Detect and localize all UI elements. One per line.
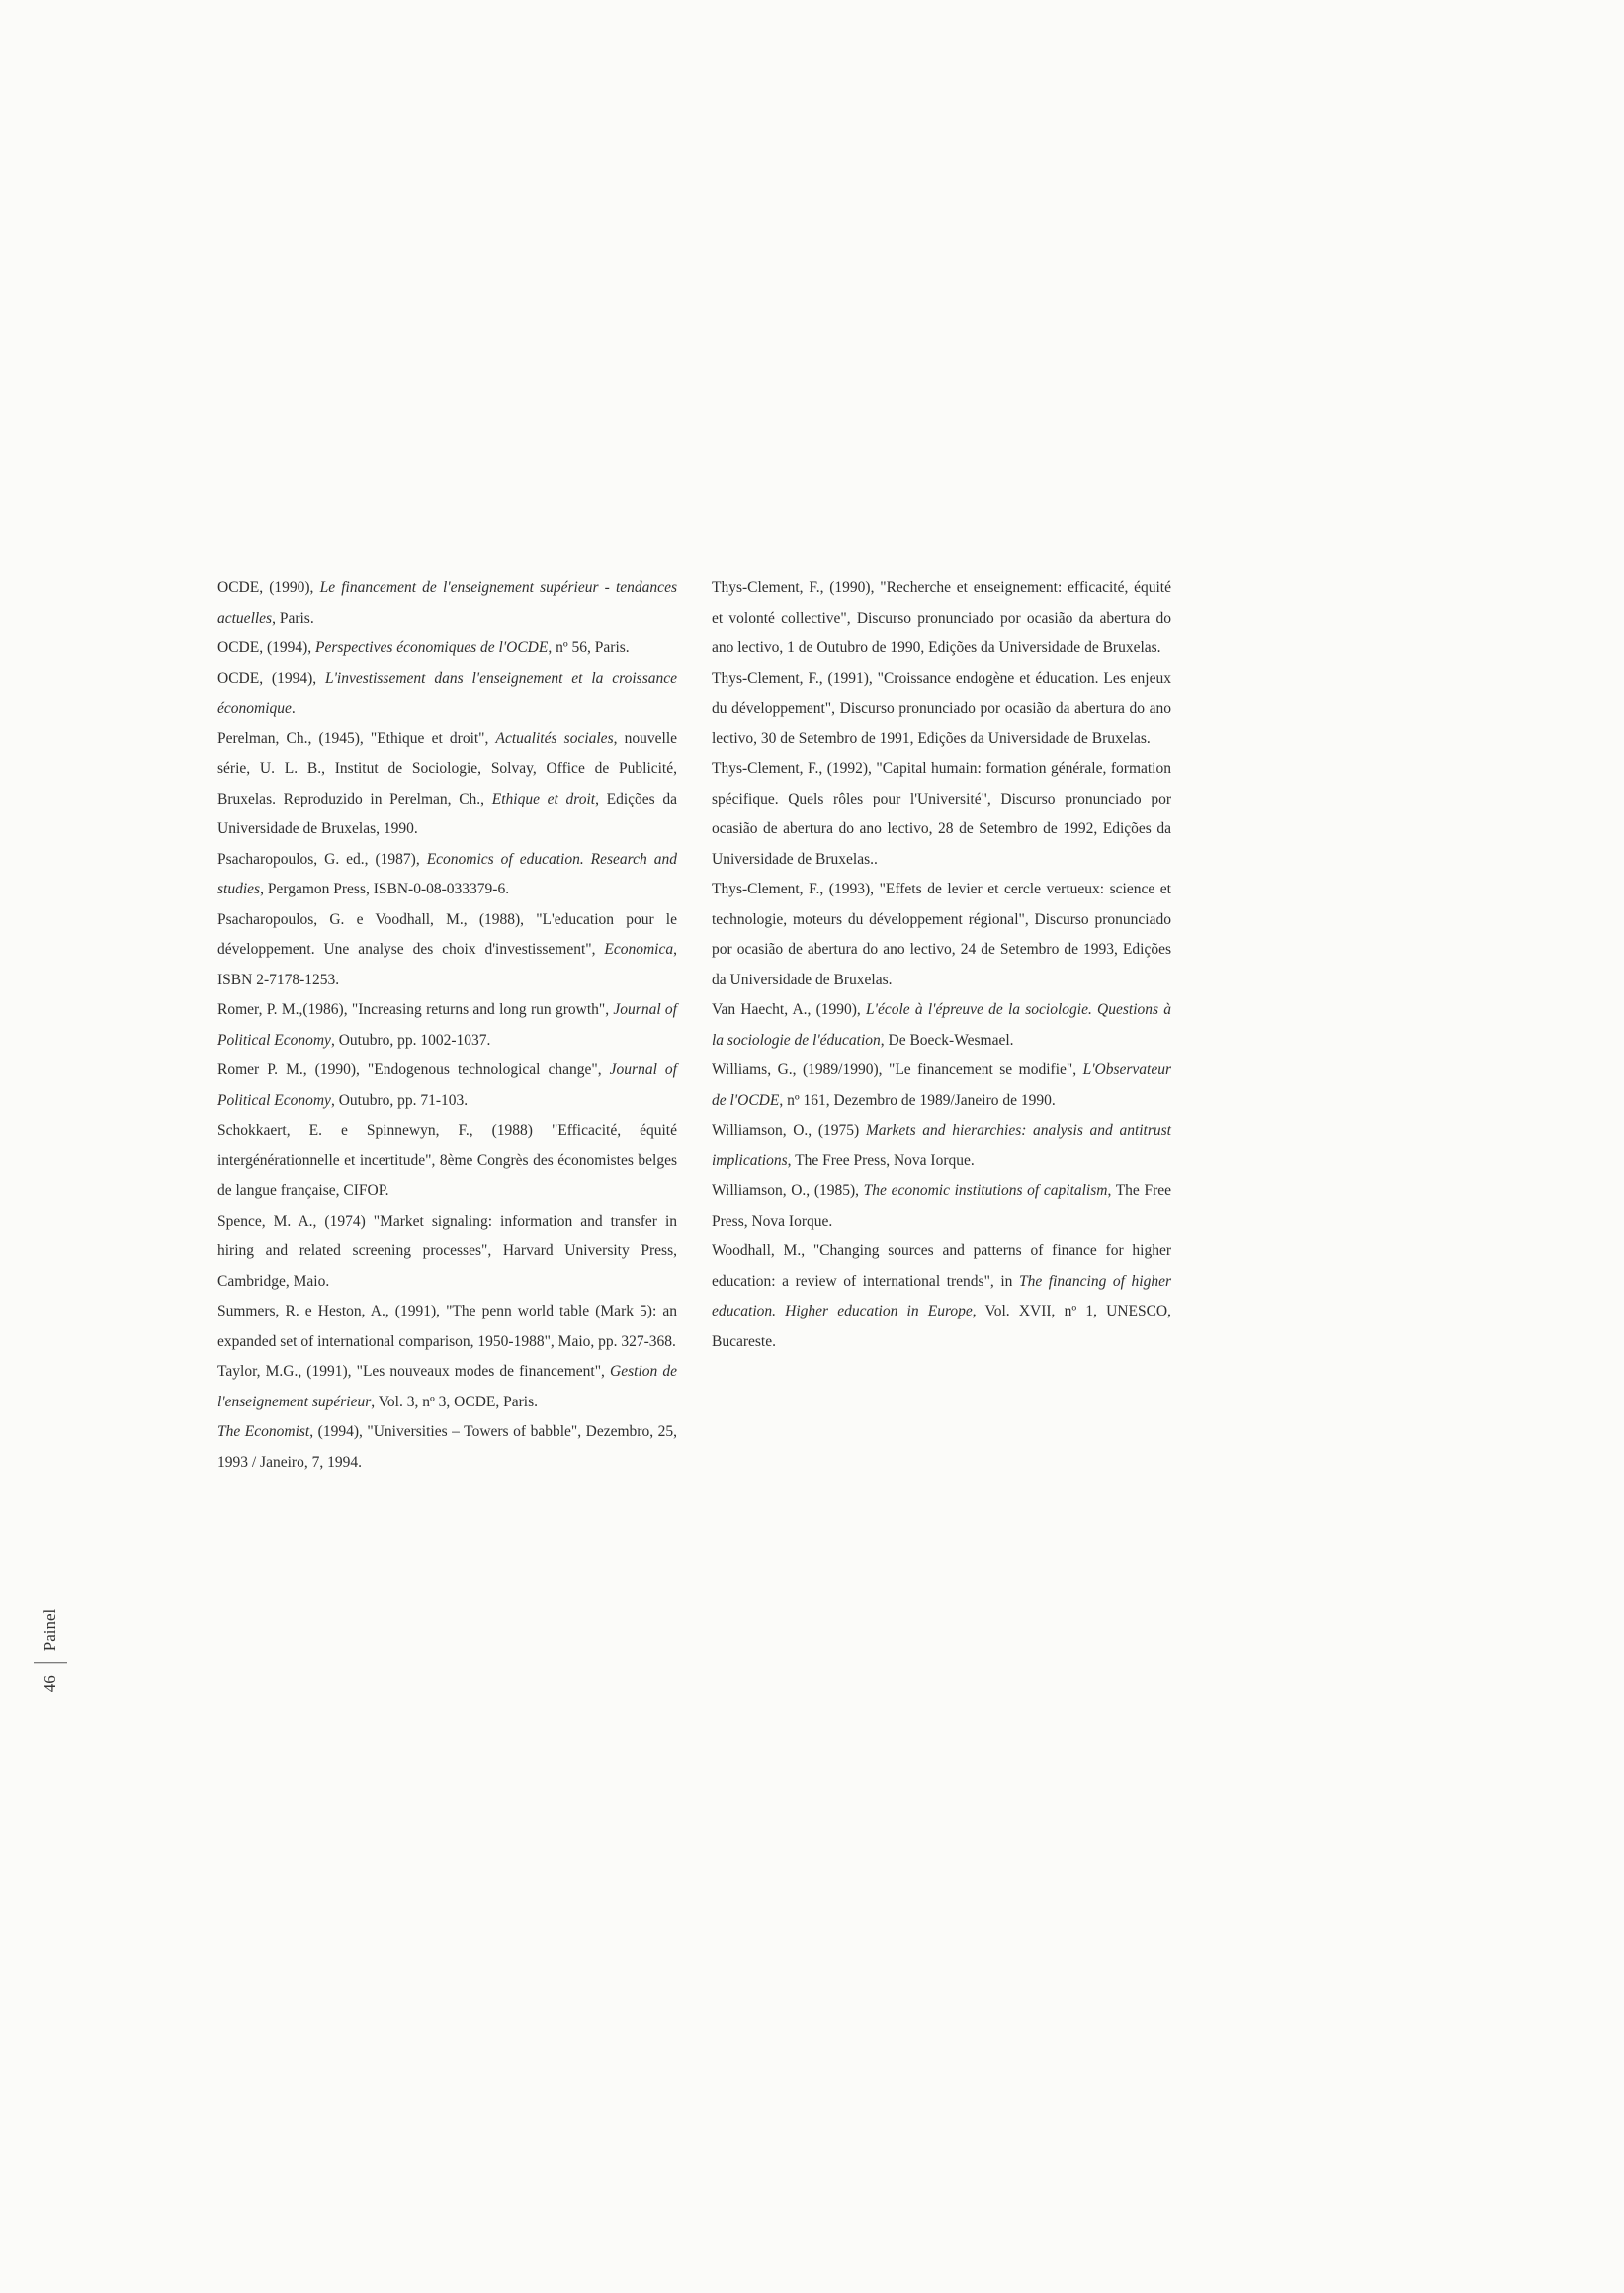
reference-text: Williams, G., (1989/1990), "Le financement se modifie", xyxy=(712,1062,1083,1078)
reference-entry xyxy=(217,573,677,634)
reference-title: Le financement de l'enseignement supérieur - tendances actuelles xyxy=(217,579,677,627)
reference-text: , Outubro, pp. 1002-1037. xyxy=(330,1031,491,1049)
reference-text: Thys-Clement, F., (1990), "Recherche et enseignement: efficacité, équité et volonté collective", Discurso pronunciado por ocasião da abertura do ano lectivo, 1 de Outubro de 1990, Edições da Universidade de Bruxelas. xyxy=(712,579,1171,656)
page-footer-marker xyxy=(36,1586,65,1715)
reference-entry xyxy=(217,664,677,724)
reference-text: Thys-Clement, F., (1992), "Capital humain: formation générale, formation spécifique. Quels rôles pour l'Université", Discurso pronunciado por ocasião de abertura do ano lectivo, 28 de Setembro de 1992, Edições da Universidade de Bruxelas.. xyxy=(712,760,1171,868)
reference-title: Perspectives économiques de l'OCDE xyxy=(315,639,549,656)
reference-title: Economica xyxy=(604,941,674,958)
reference-entry xyxy=(712,1236,1171,1357)
reference-entry xyxy=(712,995,1171,1056)
reference-text: , Vol. XVII, nº 1, UNESCO, Bucareste. xyxy=(712,1303,1171,1350)
reference-text: Schokkaert, E. e Spinnewyn, F., (1988) "Efficacité, équité intergénérationnelle et incertitude", 8ème Congrès des économistes belges de langue française, CIFOP. xyxy=(217,1122,677,1199)
reference-text: Spence, M. A., (1974) "Market signaling: information and transfer in hiring and related screening processes", Harvard University Press, Cambridge, Maio. xyxy=(217,1212,677,1290)
reference-entry xyxy=(217,1357,677,1417)
reference-text: , nº 56, Paris. xyxy=(548,639,630,656)
reference-text: . xyxy=(291,700,296,717)
reference-text: OCDE, (1994), xyxy=(217,669,325,687)
reference-entry xyxy=(217,634,677,664)
reference-entry xyxy=(217,995,677,1056)
reference-entry xyxy=(217,1297,677,1357)
reference-text: Taylor, M.G., (1991), "Les nouveaux modes de financement", xyxy=(217,1363,611,1380)
reference-title: L'école à l'épreuve de la sociologie. Questions à la sociologie de l'éducation xyxy=(712,1001,1172,1049)
reference-entry xyxy=(712,875,1171,995)
reference-text: OCDE, (1994), xyxy=(217,639,316,656)
reference-title: The Economist xyxy=(217,1423,310,1440)
reference-text: , Outubro, pp. 71-103. xyxy=(330,1091,469,1109)
reference-text: Psacharopoulos, G. ed., (1987), xyxy=(217,850,427,868)
reference-text: Psacharopoulos, G. e Voodhall, M., (1988), "L'education pour le développement. Une analyse des choix d'investissement", xyxy=(217,910,677,958)
reference-entry xyxy=(217,905,677,996)
reference-text: Van Haecht, A., (1990), xyxy=(712,1001,867,1018)
reference-entry xyxy=(712,754,1171,875)
reference-text: Woodhall, M., "Changing sources and patterns of finance for higher education: a review of international trends", in xyxy=(712,1242,1171,1290)
reference-text: Williamson, O., (1985), xyxy=(712,1182,864,1199)
reference-text: , Edições da Universidade de Bruxelas, 1990. xyxy=(217,790,678,837)
reference-title: L'Observateur de l'OCDE xyxy=(712,1062,1171,1109)
reference-entry xyxy=(217,1056,677,1116)
reference-title: Journal of Political Economy xyxy=(217,1001,677,1049)
reference-text: OCDE, (1990), xyxy=(217,579,320,596)
references-left-column xyxy=(217,573,677,1478)
reference-entry xyxy=(217,1116,677,1207)
reference-text: , (1994), "Universities – Towers of babble", Dezembro, 25, 1993 / Janeiro, 7, 1994. xyxy=(217,1423,677,1471)
reference-title: Ethique et droit xyxy=(491,790,596,807)
reference-text: Summers, R. e Heston, A., (1991), "The penn world table (Mark 5): an expanded set of international comparison, 1950-1988", Maio, pp. 327-368. xyxy=(217,1303,677,1350)
reference-title: The financing of higher education. Higher education in Europe xyxy=(712,1272,1171,1319)
reference-title: L'investissement dans l'enseignement et la croissance économique xyxy=(217,669,677,717)
reference-text: , nº 161, Dezembro de 1989/Janeiro de 1990. xyxy=(779,1091,1056,1109)
reference-entry xyxy=(712,664,1171,755)
reference-title: Journal of Political Economy xyxy=(217,1062,677,1109)
reference-text: , Pergamon Press, ISBN-0-08-033379-6. xyxy=(260,881,510,897)
reference-text: Thys-Clement, F., (1991), "Croissance endogène et éducation. Les enjeux du développement", Discurso pronunciado por ocasião da abertura do ano lectivo, 30 de Setembro de 1991, Edições da Universidade de Bruxelas. xyxy=(712,669,1171,747)
reference-entry xyxy=(217,1207,677,1298)
reference-text: Romer, P. M.,(1986), "Increasing returns and long run growth", xyxy=(217,1001,614,1018)
reference-text: Romer P. M., (1990), "Endogenous technological change", xyxy=(217,1062,610,1078)
reference-entry xyxy=(217,845,677,905)
reference-title: Markets and hierarchies: analysis and antitrust implications xyxy=(712,1122,1171,1169)
reference-text: , The Free Press, Nova Iorque. xyxy=(787,1151,975,1169)
reference-text: , nouvelle série, U. L. B., Institut de Sociologie, Solvay, Office de Publicité, Bruxelas. Reproduzido in Perelman, Ch., xyxy=(217,729,678,807)
reference-text: Perelman, Ch., (1945), "Ethique et droit", xyxy=(217,729,496,747)
reference-entry xyxy=(217,1417,677,1478)
reference-title: Gestion de l'enseignement supérieur xyxy=(217,1363,677,1410)
reference-title: The economic institutions of capitalism xyxy=(863,1182,1108,1199)
reference-entry xyxy=(217,724,677,845)
reference-text: , Paris. xyxy=(272,609,314,627)
reference-entry xyxy=(712,573,1171,664)
reference-text: Williamson, O., (1975) xyxy=(712,1122,866,1139)
reference-text: Thys-Clement, F., (1993), "Effets de levier et cercle vertueux: science et technologie, moteurs du développement régional", Discurso pronunciado por ocasião de abertura do ano lectivo, 24 de Setembro de 1993, Edições da Universidade de Bruxelas. xyxy=(712,881,1171,988)
section-name: Painel xyxy=(41,1608,59,1652)
reference-entry xyxy=(712,1056,1171,1116)
reference-title: Economics of education. Research and studies xyxy=(217,850,677,897)
reference-entry xyxy=(712,1116,1171,1176)
page-number: 46 xyxy=(41,1675,59,1693)
reference-text: , Vol. 3, nº 3, OCDE, Paris. xyxy=(371,1393,538,1410)
reference-text: , The Free Press, Nova Iorque. xyxy=(712,1182,1171,1230)
reference-entry xyxy=(712,1176,1171,1236)
reference-text: , ISBN 2-7178-1253. xyxy=(217,941,677,988)
reference-title: Actualités sociales xyxy=(495,729,614,747)
footer-divider xyxy=(34,1662,67,1663)
references-right-column xyxy=(712,573,1171,1357)
reference-text: , De Boeck-Wesmael. xyxy=(880,1031,1014,1049)
